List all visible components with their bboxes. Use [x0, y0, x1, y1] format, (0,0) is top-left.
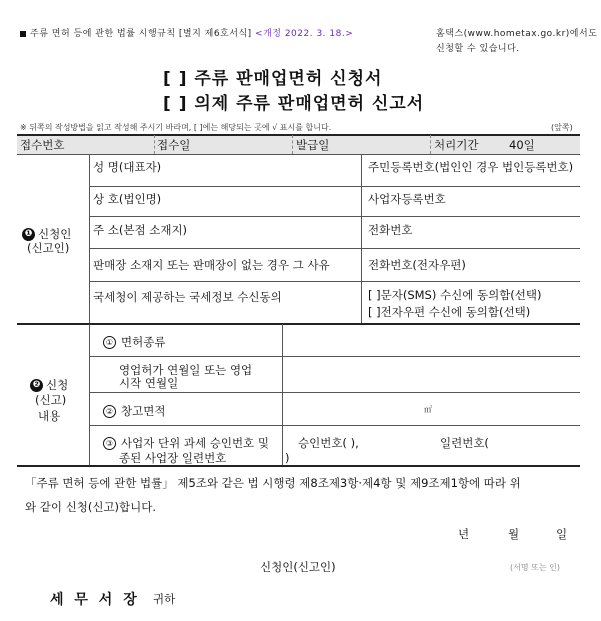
- business-permit-date-label-line2: 시작 연월일: [119, 376, 179, 390]
- legal-statement-line1: 「주류 면허 등에 관한 법률」 제5조와 같은 법 시행령 제8조제3항·제4항 및 제9조제1항에 따라 위: [25, 476, 521, 490]
- business-number-label: 사업자등록번호: [368, 192, 446, 206]
- serial-number-field[interactable]: 일련번호(: [440, 436, 489, 450]
- receipt-number-label: 접수번호: [20, 138, 65, 152]
- section-2-badge: ❷: [30, 379, 43, 392]
- email-phone-label: 전화번호(전자우편): [368, 258, 466, 272]
- resident-number-label: 주민등록번호(법인인 경우 법인등록번호): [368, 160, 574, 174]
- month-label: 월: [508, 527, 520, 541]
- company-name-label: 상 호(법인명): [93, 192, 162, 206]
- hometax-note-line1: 홈택스(www.hometax.go.kr)에서도: [436, 29, 598, 39]
- bullet-square-icon: [20, 31, 26, 37]
- store-location-label: 판매장 소재지 또는 판매장이 없는 경우 그 사유: [93, 258, 330, 272]
- approval-number-label-line1: ③ 사업자 단위 과세 승인번호 및: [103, 435, 269, 451]
- issue-date-label: 발급일: [296, 138, 330, 152]
- page-side: (앞쪽): [551, 123, 573, 132]
- honorific: 귀하: [153, 592, 176, 606]
- form-title-line2: [ ] 의제 주류 판매업면허 신고서: [163, 94, 425, 114]
- section-1-badge: ❶: [22, 228, 35, 241]
- form-title-line1: [ ] 주류 판매업면허 신청서: [163, 69, 383, 89]
- license-type-label: ① 면허종류: [103, 334, 165, 350]
- email-consent-checkbox[interactable]: [ ]전자우편 수신에 동의함(선택): [368, 305, 531, 319]
- applicant-section-sublabel: (신고인): [27, 241, 70, 255]
- processing-period-label: 처리기간: [434, 138, 479, 152]
- year-label: 년: [458, 527, 470, 541]
- receipt-date-label: 접수일: [157, 138, 191, 152]
- approval-number-label-line2: 종된 사업장 일련번호: [119, 451, 227, 465]
- application-section-content-label: 내용: [38, 409, 61, 423]
- application-section-sublabel: (신고): [35, 393, 67, 407]
- legal-statement-line2: 와 같이 신청(신고)합니다.: [25, 500, 157, 514]
- application-section-label: ❷ 신청: [30, 377, 68, 393]
- processing-period-value: 40일: [509, 138, 535, 152]
- applicant-section-label: ❶ 신청인: [22, 226, 71, 242]
- day-label: 일: [556, 527, 568, 541]
- tax-office-head: 세 무 서 장: [50, 592, 140, 608]
- name-field-label: 성 명(대표자): [93, 160, 162, 174]
- form-reference: 주류 면허 등에 관한 법률 시행규칙 [별지 제6호서식] <개정 2022. 3. 18.>: [20, 26, 353, 39]
- hometax-note-line2: 신청할 수 있습니다.: [436, 44, 520, 54]
- nts-info-consent-label: 국세청이 제공하는 국세정보 수신동의: [93, 290, 282, 304]
- area-unit: ㎡: [424, 405, 432, 414]
- address-label: 주 소(본점 소재지): [93, 223, 188, 237]
- signature-note: (서명 또는 인): [510, 563, 560, 572]
- phone-label: 전화번호: [368, 223, 413, 237]
- sms-consent-checkbox[interactable]: [ ]문자(SMS) 수신에 동의함(선택): [368, 288, 542, 302]
- approval-number-field[interactable]: 승인번호( ),: [298, 436, 359, 450]
- warehouse-area-label: ② 창고면적: [103, 403, 165, 419]
- business-permit-date-label-line1: 영업허가 연월일 또는 영업: [119, 363, 253, 377]
- applicant-signature-label: 신청인(신고인): [260, 560, 336, 574]
- revision-date: <개정 2022. 3. 18.>: [255, 29, 354, 39]
- serial-number-close: ): [285, 451, 290, 465]
- instructions-note: ※ 뒤쪽의 작성방법을 읽고 작성해 주시기 바라며, [ ]에는 해당되는 곳에 √ 표시를 합니다.: [20, 123, 332, 132]
